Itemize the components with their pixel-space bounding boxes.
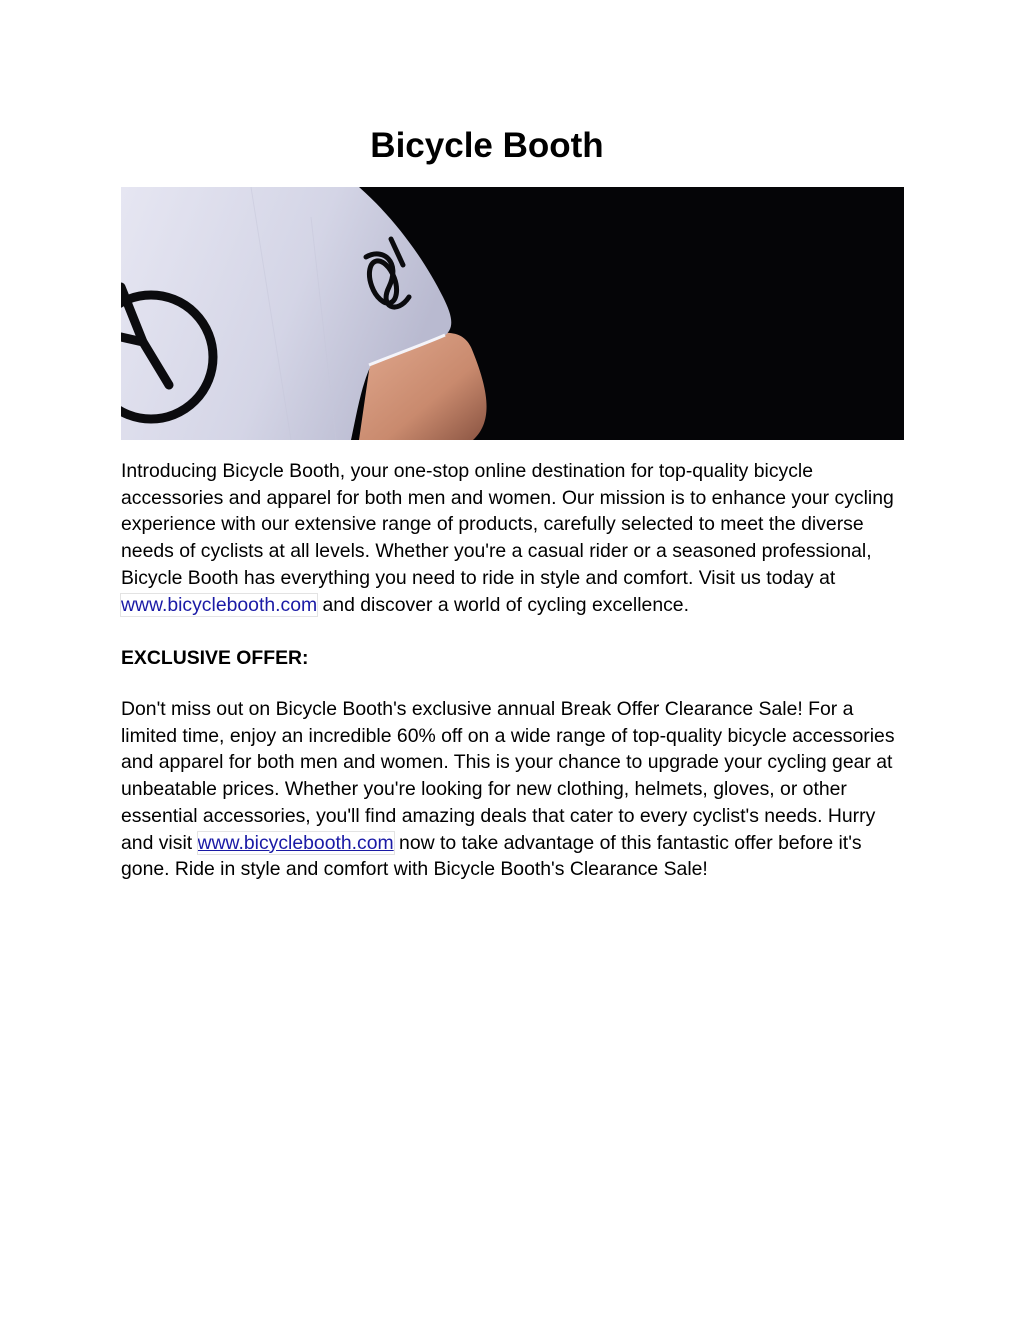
cyclist-jersey-shoulder-photo xyxy=(121,187,904,440)
website-link-underlined[interactable]: www.bicyclebooth.com xyxy=(197,831,394,854)
intro-text-before: Introducing Bicycle Booth, your one-stop online destination for top-quality bicycle accessories and apparel for both men and women. Our mission is to enhance your cycling experience with our extensive range of products, carefully selected to meet the diverse needs of cyclists at all levels. Whether you're a casual rider or a seasoned professional, Bicycle Booth has everything you need to ride in style and comfort. Visit us today at xyxy=(121,460,894,589)
intro-paragraph xyxy=(121,458,911,618)
intro-text-after: and discover a world of cycling excellence. xyxy=(317,593,689,616)
website-link[interactable]: www.bicyclebooth.com xyxy=(121,593,318,616)
offer-paragraph xyxy=(121,696,911,883)
offer-text-before: Don't miss out on Bicycle Booth's exclusive annual Break Offer Clearance Sale! For a limited time, enjoy an incredible 60% off on a wide range of top-quality bicycle accessories and apparel for both men and women. This is your chance to upgrade your cycling gear at unbeatable prices. Whether you're looking for new clothing, helmets, gloves, or other essential accessories, you'll find amazing deals that cater to every cyclist's needs. Hurry and visit xyxy=(121,698,895,854)
page-title: Bicycle Booth xyxy=(370,126,604,165)
offer-heading: EXCLUSIVE OFFER: xyxy=(121,647,309,669)
hero-image xyxy=(121,187,904,440)
offer-text-after: now to take advantage of this fantastic offer before it's gone. Ride in style and comfort with Bicycle Booth's Clearance Sale! xyxy=(121,831,862,881)
